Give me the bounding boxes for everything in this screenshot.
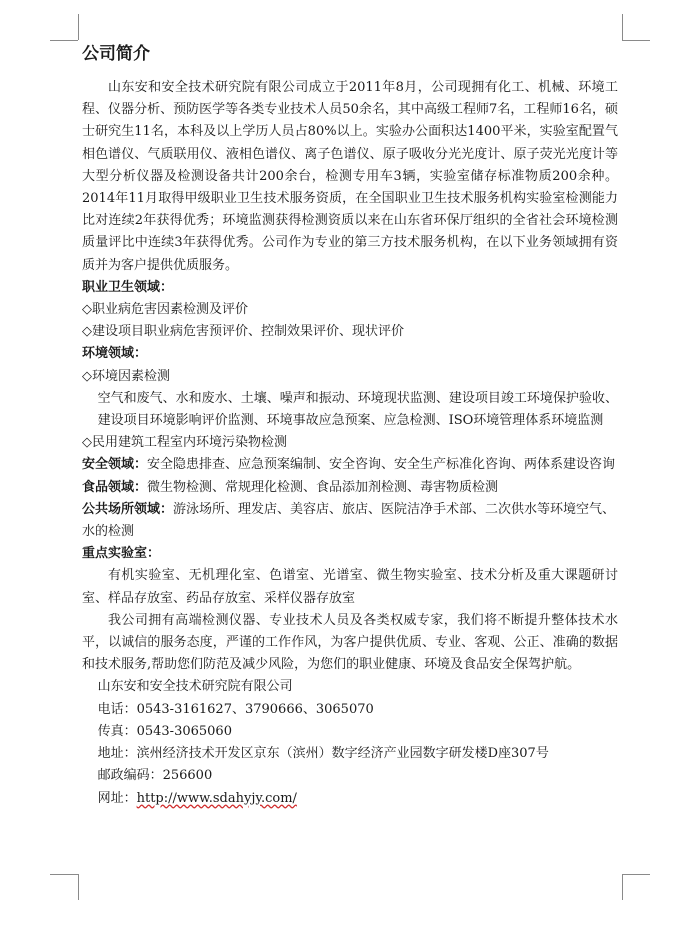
- food-heading: 食品领域：: [82, 479, 148, 495]
- public-line: [82, 499, 618, 543]
- contact-phone: 电话：0543-3161627、3790666、3065070: [97, 701, 374, 717]
- labs-list: 有机实验室、无机理化室、色谱室、光谱室、微生物实验室、技术分析及重大课题研讨室、样品存放室、药品存放室、采样仪器存放室: [82, 568, 618, 606]
- food-line: [82, 477, 618, 499]
- crop-mark-bl-v: [78, 874, 79, 900]
- safety-heading: 安全领域：: [82, 457, 148, 473]
- public-heading: 公共场所领域：: [82, 501, 174, 517]
- labs-heading: 重点实验室：: [82, 546, 161, 562]
- page-title: 公司简介: [82, 44, 150, 64]
- intro-paragraph: 山东安和安全技术研究院有限公司成立于2011年8月，公司现拥有化工、机械、环境工程、仪器分析、预防医学等各类专业技术人员50余名，其中高级工程师7名，工程师16名，硕士研究生11名，本科及以上学历人员占80%以上。实验办公面积达1400平米，实验室配置气相色谱仪、气质联用仪、液相色谱仪、离子色谱仪、原子吸收分光光度计、原子荧光光度计等大型分析仪器及检测设备共计200余台，检测专用车3辆，实验室储存标准物质200余种。2014年11月取得甲级职业卫生技术服务资质，在全国职业卫生技术服务机构实验室检测能力比对连续2年获得优秀；环境监测获得检测资质以来在山东省环保厅组织的全省社会环境检测质量评比中连续3年获得优秀。公司作为专业的第三方技术服务机构，在以下业务领域拥有资质并为客户提供优质服务。: [82, 80, 618, 273]
- environment-item: ◇民用建筑工程室内环境污染物检测: [82, 435, 287, 451]
- company-name: 山东安和安全技术研究院有限公司: [97, 679, 293, 695]
- crop-mark-tl-h: [50, 40, 78, 41]
- contact-address: 地址：滨州经济技术开发区京东（滨州）数字经济产业园数字研发楼D座307号: [97, 746, 549, 762]
- contact-website: [82, 788, 618, 810]
- contact-postcode: 邮政编码：256600: [97, 768, 213, 784]
- food-text: 微生物检测、常规理化检测、食品添加剂检测、毒害物质检测: [147, 479, 499, 495]
- crop-mark-tr-h: [622, 40, 650, 41]
- crop-mark-br-h: [622, 874, 650, 875]
- environment-item: ◇环境因素检测: [82, 368, 170, 384]
- public-text: 游泳场所、理发店、美容店、旅店、医院洁净手术部、二次供水等环境空气、水的检测: [82, 501, 616, 540]
- environment-item-detail: 空气和废气、水和废水、土壤、噪声和振动、环境现状监测、建设项目竣工环境保护验收、建设项目环境影响评价监测、环境事故应急预案、应急检测、ISO环境管理体系环境监测: [97, 390, 618, 429]
- website-label: 网址：: [97, 790, 137, 806]
- environment-heading: 环境领域：: [82, 346, 148, 362]
- crop-mark-bl-h: [50, 874, 78, 875]
- crop-mark-tr-v: [622, 14, 623, 40]
- document-page: [82, 40, 618, 810]
- safety-line: [82, 454, 618, 476]
- safety-text: 安全隐患排查、应急预案编制、安全咨询、安全生产标准化咨询、两体系建设咨询: [147, 457, 616, 473]
- occupational-item: ◇职业病危害因素检测及评价: [82, 302, 248, 318]
- occupational-item: ◇建设项目职业病危害预评价、控制效果评价、现状评价: [82, 324, 404, 340]
- crop-mark-br-v: [622, 874, 623, 900]
- contact-fax: 传真：0543-3065060: [97, 723, 232, 739]
- website-link[interactable]: http://www.sdahyjy.com/: [136, 790, 297, 806]
- crop-mark-tl-v: [78, 14, 79, 40]
- occupational-heading: 职业卫生领域：: [82, 279, 174, 295]
- closing-paragraph: 我公司拥有高端检测仪器、专业技术人员及各类权威专家，我们将不断提升整体技术水平，以诚信的服务态度，严谨的工作作风，为客户提供优质、专业、客观、公正、准确的数据和技术服务,帮助您们防范及减少风险，为您们的职业健康、环境及食品安全保驾护航。: [82, 612, 618, 673]
